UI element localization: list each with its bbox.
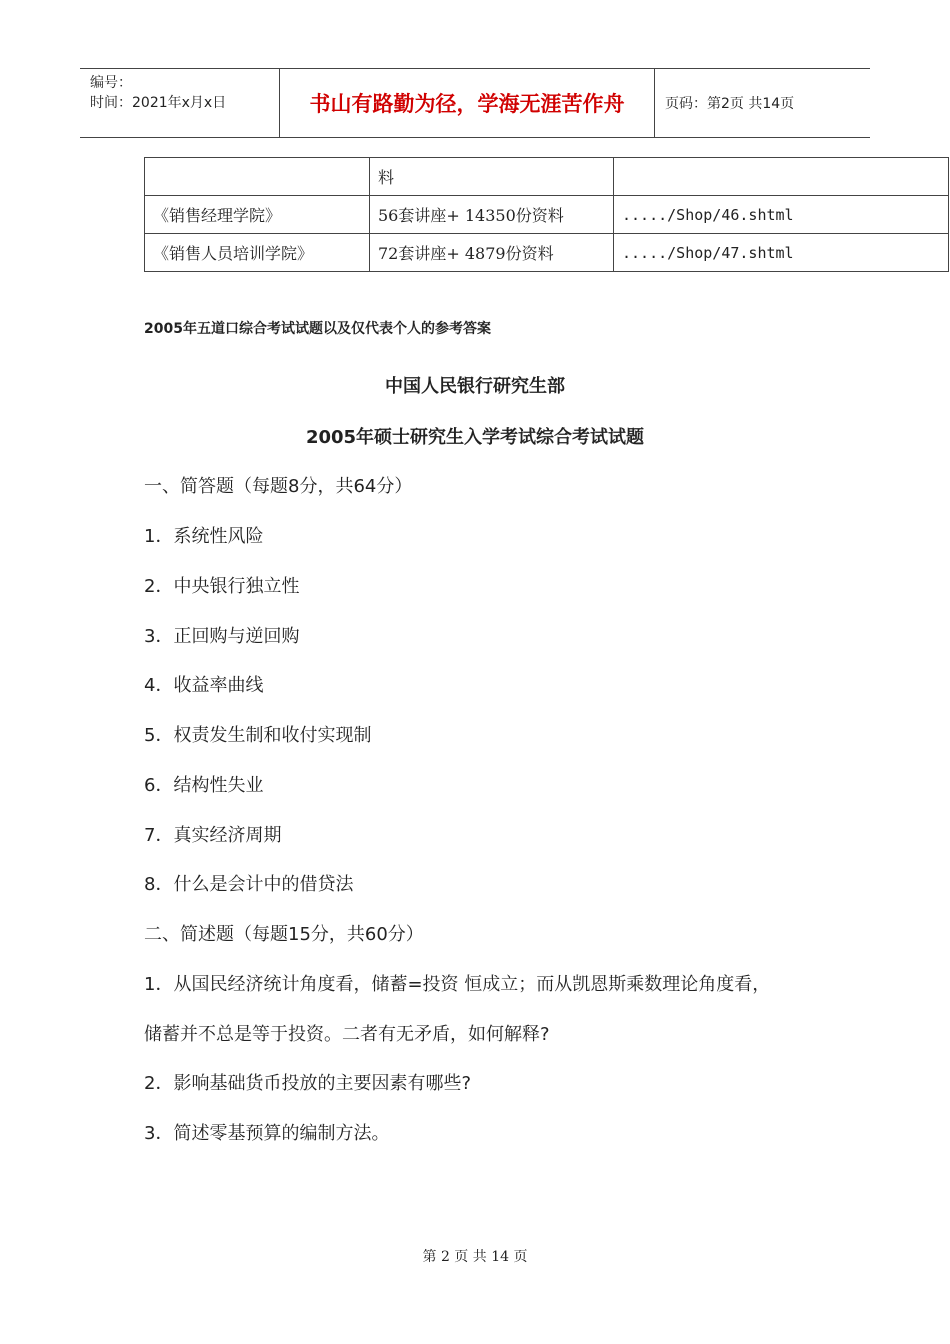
- document-date: 时间：2021年x月x日: [90, 95, 227, 111]
- document-subtitle: 2005年硕士研究生入学考试综合考试试题: [305, 427, 645, 448]
- section-heading-short-answer: 一、简答题（每题8分，共64分）: [144, 476, 413, 497]
- table-cell: 料: [370, 158, 614, 196]
- table-link[interactable]: ...../Shop/47.shtml: [614, 234, 949, 272]
- page-footer: 第 2 页 共 14 页: [422, 1249, 528, 1265]
- document-number: 编号：: [90, 75, 132, 91]
- table-row: [145, 196, 949, 234]
- section-heading-essay: 二、简述题（每题15分，共60分）: [144, 924, 424, 945]
- resource-table: [144, 157, 949, 272]
- question-item-continued: 储蓄并不总是等于投资。二者有无矛盾，如何解释?: [144, 1024, 550, 1045]
- question-item: 7．真实经济周期: [144, 825, 282, 846]
- table-cell: 《销售经理学院》: [145, 196, 370, 234]
- document-title: 中国人民银行研究生部: [385, 376, 565, 397]
- question-item: 1．系统性风险: [144, 526, 264, 547]
- question-item: 1．从国民经济统计角度看，储蓄=投资 恒成立；而从凯恩斯乘数理论角度看，: [144, 974, 771, 995]
- question-item: 2．影响基础货币投放的主要因素有哪些?: [144, 1073, 472, 1094]
- table-row: [145, 234, 949, 272]
- header-motto: 书山有路勤为径，学海无涯苦作舟: [280, 69, 655, 137]
- question-item: 5．权责发生制和收付实现制: [144, 725, 372, 746]
- question-item: 2．中央银行独立性: [144, 576, 300, 597]
- table-link[interactable]: ...../Shop/46.shtml: [614, 196, 949, 234]
- question-item: 3．简述零基预算的编制方法。: [144, 1123, 390, 1144]
- table-cell: [614, 158, 949, 196]
- table-row: [145, 158, 949, 196]
- question-item: 3．正回购与逆回购: [144, 626, 300, 647]
- table-cell: [145, 158, 370, 196]
- table-cell: 72套讲座+ 4879份资料: [370, 234, 614, 272]
- header-meta: [80, 69, 280, 137]
- table-cell: 56套讲座+ 14350份资料: [370, 196, 614, 234]
- page-header: [80, 68, 870, 138]
- header-page-info: 页码：第2页 共14页: [665, 96, 795, 112]
- question-item: 4．收益率曲线: [144, 675, 264, 696]
- question-item: 6．结构性失业: [144, 775, 264, 796]
- table-cell: 《销售人员培训学院》: [145, 234, 370, 272]
- question-item: 8．什么是会计中的借贷法: [144, 874, 354, 895]
- exam-note: 2005年五道口综合考试试题以及仅代表个人的参考答案: [144, 321, 491, 337]
